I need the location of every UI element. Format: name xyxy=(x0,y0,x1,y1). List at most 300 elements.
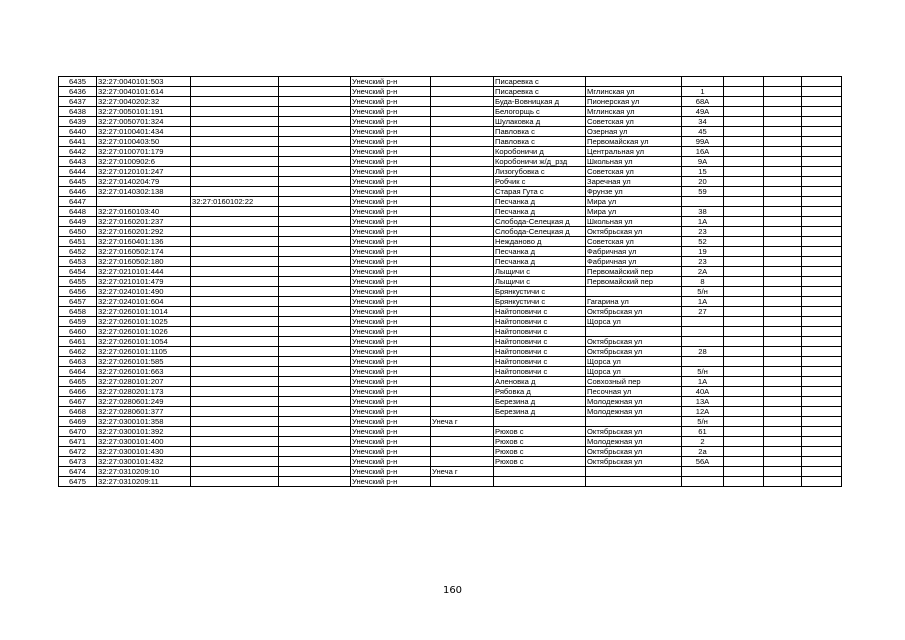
apartment-cell xyxy=(764,157,802,167)
table-row xyxy=(59,277,842,287)
table-row xyxy=(59,147,842,157)
old-cadastral-number-cell xyxy=(191,237,279,247)
building-cell xyxy=(724,117,764,127)
apartment-cell xyxy=(764,87,802,97)
house-number-cell: 34 xyxy=(682,117,724,127)
street-cell: Мира ул xyxy=(586,197,682,207)
extra-number-cell xyxy=(279,327,351,337)
district-cell: Унечский р-н xyxy=(351,307,431,317)
building-cell xyxy=(724,267,764,277)
cadastral-number-cell: 32:27:0050101:191 xyxy=(97,107,191,117)
settlement-cell: Слобода-Селецкая д xyxy=(494,217,586,227)
table-row xyxy=(59,367,842,377)
district-cell: Унечский р-н xyxy=(351,367,431,377)
notes-cell xyxy=(802,387,842,397)
street-cell: Озерная ул xyxy=(586,127,682,137)
old-cadastral-number-cell xyxy=(191,247,279,257)
old-cadastral-number-cell xyxy=(191,337,279,347)
house-number-cell: 68А xyxy=(682,97,724,107)
row-number-cell: 6465 xyxy=(59,377,97,387)
district-cell: Унечский р-н xyxy=(351,267,431,277)
street-cell xyxy=(586,287,682,297)
street-cell: Молодежная ул xyxy=(586,397,682,407)
cadastral-number-cell: 32:27:0280601:377 xyxy=(97,407,191,417)
city-cell xyxy=(431,177,494,187)
house-number-cell: 8 xyxy=(682,277,724,287)
notes-cell xyxy=(802,307,842,317)
apartment-cell xyxy=(764,437,802,447)
settlement-cell: Найтоповичи с xyxy=(494,357,586,367)
district-cell: Унечский р-н xyxy=(351,147,431,157)
extra-number-cell xyxy=(279,287,351,297)
settlement-cell: Найтоповичи с xyxy=(494,337,586,347)
city-cell xyxy=(431,447,494,457)
extra-number-cell xyxy=(279,397,351,407)
apartment-cell xyxy=(764,227,802,237)
city-cell xyxy=(431,317,494,327)
table-row xyxy=(59,237,842,247)
district-cell: Унечский р-н xyxy=(351,327,431,337)
building-cell xyxy=(724,367,764,377)
cadastral-number-cell: 32:27:0050701:324 xyxy=(97,117,191,127)
building-cell xyxy=(724,427,764,437)
old-cadastral-number-cell xyxy=(191,407,279,417)
apartment-cell xyxy=(764,427,802,437)
extra-number-cell xyxy=(279,197,351,207)
table-row xyxy=(59,227,842,237)
notes-cell xyxy=(802,397,842,407)
extra-number-cell xyxy=(279,437,351,447)
notes-cell xyxy=(802,137,842,147)
cadastral-number-cell: 32:27:0280101:207 xyxy=(97,377,191,387)
house-number-cell: 38 xyxy=(682,207,724,217)
building-cell xyxy=(724,407,764,417)
row-number-cell: 6468 xyxy=(59,407,97,417)
building-cell xyxy=(724,387,764,397)
city-cell xyxy=(431,287,494,297)
house-number-cell: 1 xyxy=(682,87,724,97)
extra-number-cell xyxy=(279,267,351,277)
cadastral-number-cell: 32:27:0310209:11 xyxy=(97,477,191,487)
old-cadastral-number-cell xyxy=(191,97,279,107)
table-row xyxy=(59,177,842,187)
cadastral-number-cell: 32:27:0300101:400 xyxy=(97,437,191,447)
row-number-cell: 6459 xyxy=(59,317,97,327)
district-cell: Унечский р-н xyxy=(351,277,431,287)
city-cell: Унеча г xyxy=(431,467,494,477)
cadastral-number-cell: 32:27:0260101:1054 xyxy=(97,337,191,347)
apartment-cell xyxy=(764,347,802,357)
building-cell xyxy=(724,307,764,317)
house-number-cell: 28 xyxy=(682,347,724,357)
extra-number-cell xyxy=(279,117,351,127)
city-cell xyxy=(431,337,494,347)
building-cell xyxy=(724,167,764,177)
house-number-cell xyxy=(682,357,724,367)
apartment-cell xyxy=(764,207,802,217)
street-cell: Октябрьская ул xyxy=(586,447,682,457)
row-number-cell: 6447 xyxy=(59,197,97,207)
street-cell: Песочная ул xyxy=(586,387,682,397)
extra-number-cell xyxy=(279,467,351,477)
cadastral-number-cell: 32:27:0140302:138 xyxy=(97,187,191,197)
building-cell xyxy=(724,97,764,107)
notes-cell xyxy=(802,287,842,297)
extra-number-cell xyxy=(279,357,351,367)
table-row xyxy=(59,207,842,217)
city-cell xyxy=(431,437,494,447)
row-number-cell: 6449 xyxy=(59,217,97,227)
row-number-cell: 6471 xyxy=(59,437,97,447)
extra-number-cell xyxy=(279,427,351,437)
city-cell xyxy=(431,397,494,407)
city-cell xyxy=(431,277,494,287)
cadastral-number-cell: 32:27:0040101:503 xyxy=(97,77,191,87)
district-cell: Унечский р-н xyxy=(351,387,431,397)
street-cell: Советская ул xyxy=(586,237,682,247)
district-cell: Унечский р-н xyxy=(351,117,431,127)
building-cell xyxy=(724,317,764,327)
extra-number-cell xyxy=(279,137,351,147)
extra-number-cell xyxy=(279,127,351,137)
notes-cell xyxy=(802,437,842,447)
district-cell: Унечский р-н xyxy=(351,247,431,257)
settlement-cell: Коробоничи д xyxy=(494,147,586,157)
district-cell: Унечский р-н xyxy=(351,77,431,87)
settlement-cell: Найтоповичи с xyxy=(494,347,586,357)
row-number-cell: 6470 xyxy=(59,427,97,437)
old-cadastral-number-cell xyxy=(191,187,279,197)
row-number-cell: 6437 xyxy=(59,97,97,107)
district-cell: Унечский р-н xyxy=(351,347,431,357)
row-number-cell: 6460 xyxy=(59,327,97,337)
extra-number-cell xyxy=(279,447,351,457)
extra-number-cell xyxy=(279,277,351,287)
cadastral-number-cell: 32:27:0040202:32 xyxy=(97,97,191,107)
old-cadastral-number-cell xyxy=(191,457,279,467)
notes-cell xyxy=(802,327,842,337)
building-cell xyxy=(724,277,764,287)
settlement-cell: Песчанка д xyxy=(494,247,586,257)
extra-number-cell xyxy=(279,247,351,257)
notes-cell xyxy=(802,347,842,357)
old-cadastral-number-cell xyxy=(191,417,279,427)
extra-number-cell xyxy=(279,107,351,117)
extra-number-cell xyxy=(279,387,351,397)
row-number-cell: 6448 xyxy=(59,207,97,217)
old-cadastral-number-cell xyxy=(191,157,279,167)
old-cadastral-number-cell xyxy=(191,217,279,227)
apartment-cell xyxy=(764,97,802,107)
building-cell xyxy=(724,87,764,97)
row-number-cell: 6469 xyxy=(59,417,97,427)
building-cell xyxy=(724,157,764,167)
table-row xyxy=(59,397,842,407)
house-number-cell: 5/н xyxy=(682,287,724,297)
building-cell xyxy=(724,297,764,307)
house-number-cell: 2 xyxy=(682,437,724,447)
settlement-cell: Песчанка д xyxy=(494,207,586,217)
house-number-cell: 23 xyxy=(682,257,724,267)
house-number-cell: 59 xyxy=(682,187,724,197)
table-row xyxy=(59,137,842,147)
city-cell xyxy=(431,217,494,227)
settlement-cell xyxy=(494,467,586,477)
row-number-cell: 6467 xyxy=(59,397,97,407)
table-row xyxy=(59,327,842,337)
table-row xyxy=(59,307,842,317)
street-cell: Заречная ул xyxy=(586,177,682,187)
extra-number-cell xyxy=(279,187,351,197)
street-cell: Октябрьская ул xyxy=(586,347,682,357)
old-cadastral-number-cell xyxy=(191,387,279,397)
city-cell xyxy=(431,187,494,197)
city-cell xyxy=(431,297,494,307)
apartment-cell xyxy=(764,367,802,377)
old-cadastral-number-cell xyxy=(191,347,279,357)
apartment-cell xyxy=(764,397,802,407)
settlement-cell: Коробоничи ж/д_рзд xyxy=(494,157,586,167)
city-cell xyxy=(431,247,494,257)
notes-cell xyxy=(802,357,842,367)
building-cell xyxy=(724,197,764,207)
old-cadastral-number-cell xyxy=(191,427,279,437)
row-number-cell: 6451 xyxy=(59,237,97,247)
notes-cell xyxy=(802,417,842,427)
building-cell xyxy=(724,467,764,477)
apartment-cell xyxy=(764,77,802,87)
district-cell: Унечский р-н xyxy=(351,477,431,487)
building-cell xyxy=(724,417,764,427)
old-cadastral-number-cell xyxy=(191,117,279,127)
house-number-cell xyxy=(682,197,724,207)
apartment-cell xyxy=(764,237,802,247)
row-number-cell: 6455 xyxy=(59,277,97,287)
district-cell: Унечский р-н xyxy=(351,397,431,407)
table-row xyxy=(59,467,842,477)
settlement-cell: Рюхов с xyxy=(494,427,586,437)
old-cadastral-number-cell xyxy=(191,77,279,87)
table-row xyxy=(59,407,842,417)
old-cadastral-number-cell xyxy=(191,367,279,377)
building-cell xyxy=(724,207,764,217)
table-row xyxy=(59,217,842,227)
apartment-cell xyxy=(764,287,802,297)
city-cell xyxy=(431,367,494,377)
house-number-cell: 27 xyxy=(682,307,724,317)
table-row xyxy=(59,247,842,257)
building-cell xyxy=(724,397,764,407)
district-cell: Унечский р-н xyxy=(351,107,431,117)
settlement-cell: Писаревка с xyxy=(494,87,586,97)
building-cell xyxy=(724,357,764,367)
street-cell: Октябрьская ул xyxy=(586,457,682,467)
row-number-cell: 6472 xyxy=(59,447,97,457)
table-row xyxy=(59,257,842,267)
extra-number-cell xyxy=(279,347,351,357)
notes-cell xyxy=(802,217,842,227)
city-cell xyxy=(431,257,494,267)
row-number-cell: 6441 xyxy=(59,137,97,147)
street-cell xyxy=(586,417,682,427)
house-number-cell: 5/н xyxy=(682,367,724,377)
street-cell: Щорса ул xyxy=(586,317,682,327)
house-number-cell: 49А xyxy=(682,107,724,117)
house-number-cell: 52 xyxy=(682,237,724,247)
house-number-cell xyxy=(682,477,724,487)
building-cell xyxy=(724,77,764,87)
cadastral-number-cell: 32:27:0260101:1014 xyxy=(97,307,191,317)
street-cell: Октябрьская ул xyxy=(586,337,682,347)
extra-number-cell xyxy=(279,337,351,347)
street-cell: Советская ул xyxy=(586,167,682,177)
property-register-table xyxy=(58,76,842,487)
row-number-cell: 6458 xyxy=(59,307,97,317)
building-cell xyxy=(724,457,764,467)
old-cadastral-number-cell xyxy=(191,477,279,487)
cadastral-number-cell: 32:27:0300101:392 xyxy=(97,427,191,437)
row-number-cell: 6443 xyxy=(59,157,97,167)
city-cell xyxy=(431,477,494,487)
settlement-cell: Робчик с xyxy=(494,177,586,187)
row-number-cell: 6445 xyxy=(59,177,97,187)
city-cell xyxy=(431,457,494,467)
table-row xyxy=(59,417,842,427)
house-number-cell: 23 xyxy=(682,227,724,237)
extra-number-cell xyxy=(279,407,351,417)
row-number-cell: 6456 xyxy=(59,287,97,297)
street-cell xyxy=(586,327,682,337)
table-row xyxy=(59,377,842,387)
settlement-cell: Лизогубовка с xyxy=(494,167,586,177)
district-cell: Унечский р-н xyxy=(351,237,431,247)
apartment-cell xyxy=(764,457,802,467)
row-number-cell: 6461 xyxy=(59,337,97,347)
district-cell: Унечский р-н xyxy=(351,427,431,437)
apartment-cell xyxy=(764,337,802,347)
extra-number-cell xyxy=(279,237,351,247)
settlement-cell xyxy=(494,417,586,427)
street-cell: Первомайский пер xyxy=(586,277,682,287)
row-number-cell: 6438 xyxy=(59,107,97,117)
notes-cell xyxy=(802,427,842,437)
house-number-cell: 99А xyxy=(682,137,724,147)
table-row xyxy=(59,317,842,327)
old-cadastral-number-cell xyxy=(191,287,279,297)
notes-cell xyxy=(802,337,842,347)
apartment-cell xyxy=(764,327,802,337)
settlement-cell: Павловка с xyxy=(494,137,586,147)
house-number-cell xyxy=(682,327,724,337)
district-cell: Унечский р-н xyxy=(351,437,431,447)
city-cell xyxy=(431,357,494,367)
apartment-cell xyxy=(764,257,802,267)
notes-cell xyxy=(802,97,842,107)
notes-cell xyxy=(802,197,842,207)
district-cell: Унечский р-н xyxy=(351,417,431,427)
settlement-cell: Старая Гута с xyxy=(494,187,586,197)
building-cell xyxy=(724,177,764,187)
city-cell xyxy=(431,227,494,237)
district-cell: Унечский р-н xyxy=(351,127,431,137)
old-cadastral-number-cell xyxy=(191,227,279,237)
notes-cell xyxy=(802,167,842,177)
notes-cell xyxy=(802,277,842,287)
extra-number-cell xyxy=(279,457,351,467)
extra-number-cell xyxy=(279,167,351,177)
settlement-cell: Лыщичи с xyxy=(494,267,586,277)
district-cell: Унечский р-н xyxy=(351,157,431,167)
house-number-cell: 12А xyxy=(682,407,724,417)
house-number-cell: 19 xyxy=(682,247,724,257)
row-number-cell: 6446 xyxy=(59,187,97,197)
notes-cell xyxy=(802,207,842,217)
street-cell: Октябрьская ул xyxy=(586,227,682,237)
settlement-cell: Рюхов с xyxy=(494,447,586,457)
apartment-cell xyxy=(764,187,802,197)
city-cell xyxy=(431,307,494,317)
street-cell: Пионерская ул xyxy=(586,97,682,107)
cadastral-number-cell: 32:27:0280601:249 xyxy=(97,397,191,407)
extra-number-cell xyxy=(279,377,351,387)
extra-number-cell xyxy=(279,317,351,327)
city-cell: Унеча г xyxy=(431,417,494,427)
settlement-cell: Березина д xyxy=(494,407,586,417)
city-cell xyxy=(431,167,494,177)
cadastral-number-cell: 32:27:0100902:6 xyxy=(97,157,191,167)
settlement-cell: Найтоповичи с xyxy=(494,317,586,327)
district-cell: Унечский р-н xyxy=(351,167,431,177)
page-number: 160 xyxy=(442,585,463,596)
row-number-cell: 6475 xyxy=(59,477,97,487)
row-number-cell: 6474 xyxy=(59,467,97,477)
table-row xyxy=(59,97,842,107)
cadastral-number-cell: 32:27:0310209:10 xyxy=(97,467,191,477)
extra-number-cell xyxy=(279,297,351,307)
notes-cell xyxy=(802,367,842,377)
city-cell xyxy=(431,107,494,117)
old-cadastral-number-cell xyxy=(191,137,279,147)
house-number-cell xyxy=(682,317,724,327)
street-cell: Молодежная ул xyxy=(586,437,682,447)
building-cell xyxy=(724,257,764,267)
notes-cell xyxy=(802,87,842,97)
district-cell: Унечский р-н xyxy=(351,287,431,297)
street-cell: Мглинская ул xyxy=(586,87,682,97)
cadastral-number-cell: 32:27:0240101:604 xyxy=(97,297,191,307)
district-cell: Унечский р-н xyxy=(351,97,431,107)
table-row xyxy=(59,457,842,467)
settlement-cell: Песчанка д xyxy=(494,197,586,207)
apartment-cell xyxy=(764,217,802,227)
extra-number-cell xyxy=(279,257,351,267)
street-cell: Первомайская ул xyxy=(586,137,682,147)
notes-cell xyxy=(802,457,842,467)
cadastral-number-cell: 32:27:0160201:237 xyxy=(97,217,191,227)
table-row xyxy=(59,267,842,277)
table-row xyxy=(59,197,842,207)
street-cell: Центральная ул xyxy=(586,147,682,157)
old-cadastral-number-cell xyxy=(191,307,279,317)
notes-cell xyxy=(802,297,842,307)
apartment-cell xyxy=(764,377,802,387)
settlement-cell: Буда-Вовницкая д xyxy=(494,97,586,107)
table-row xyxy=(59,187,842,197)
cadastral-number-cell: 32:27:0210101:444 xyxy=(97,267,191,277)
street-cell: Советская ул xyxy=(586,117,682,127)
old-cadastral-number-cell xyxy=(191,377,279,387)
notes-cell xyxy=(802,257,842,267)
